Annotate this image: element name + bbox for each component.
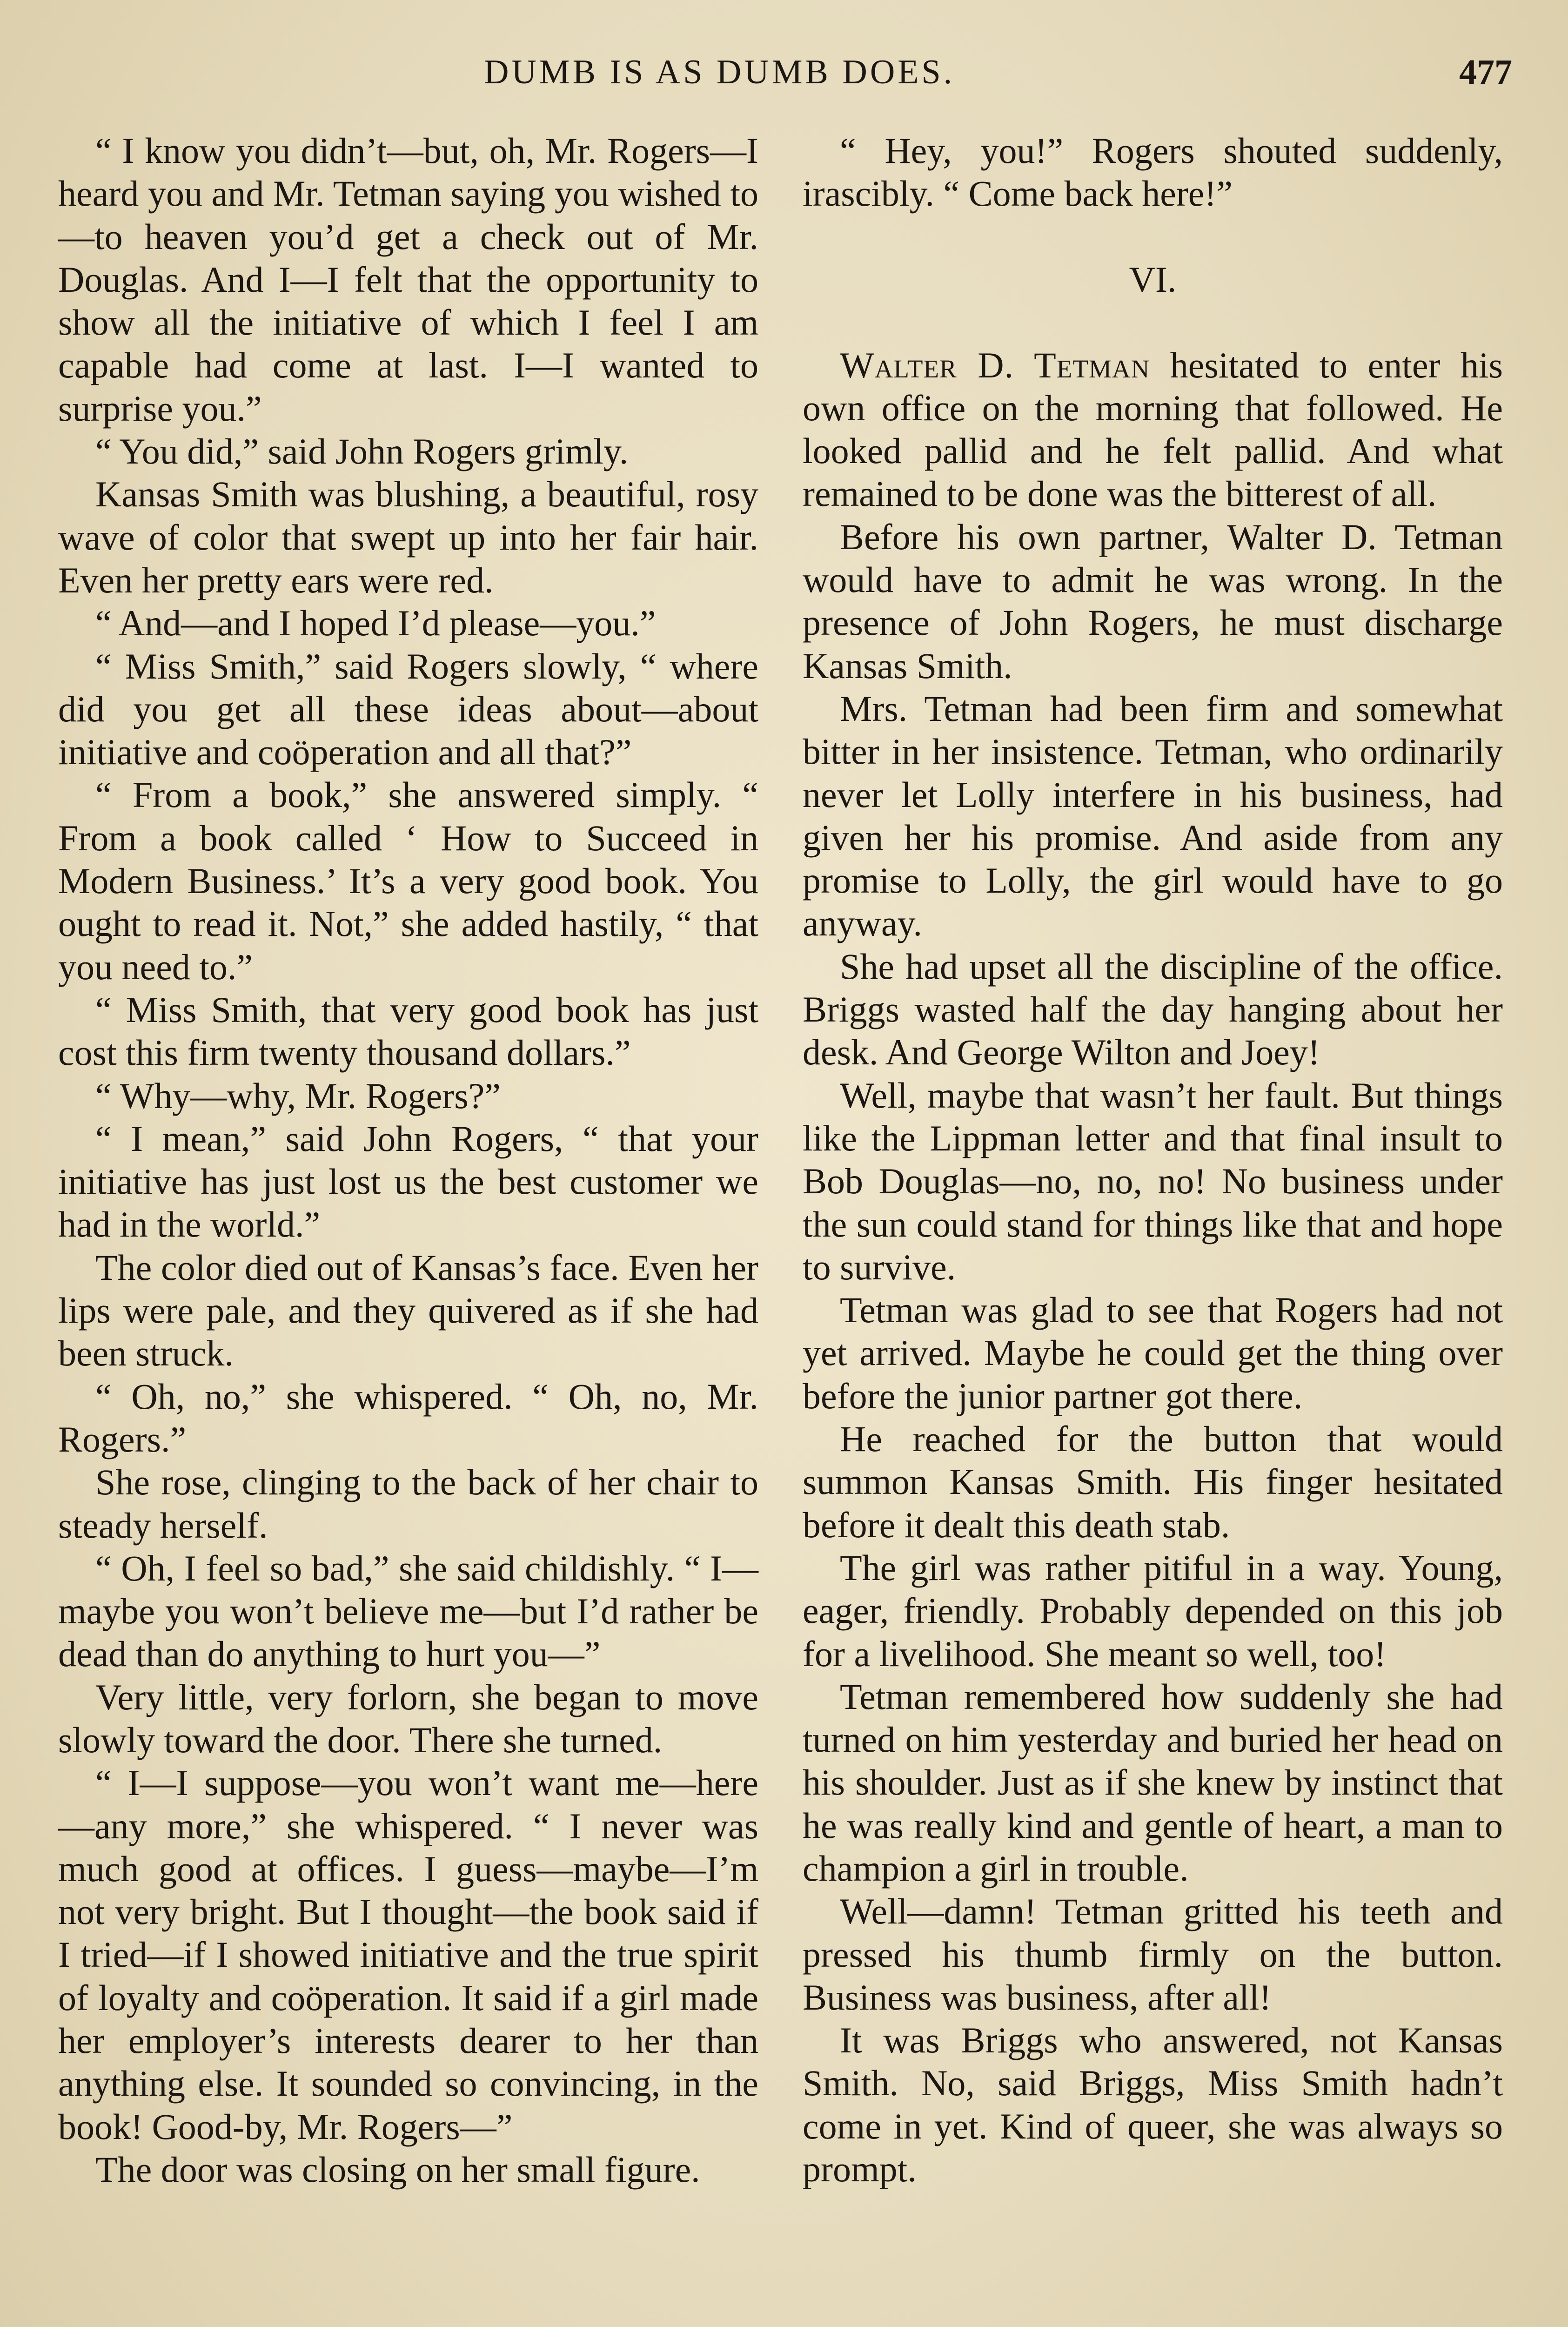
paragraph: “ Oh, I feel so bad,” she said childishly. “ I—maybe you won’t believe me—but I’d rather be dead than do anything to hurt you—” bbox=[58, 1547, 758, 1675]
paragraph: Well—damn! Tetman gritted his teeth and pressed his thumb firmly on the button. Business was business, after all! bbox=[803, 1891, 1503, 2018]
paragraph: “ Hey, you!” Rogers shouted suddenly, irascibly. “ Come back here!” bbox=[803, 130, 1503, 214]
paragraph: The door was closing on her small figure. bbox=[95, 2149, 700, 2190]
paragraph: Kansas Smith was blushing, a beautiful, rosy wave of color that swept up into her fair hair. Even her pretty ears were red. bbox=[58, 474, 758, 600]
paragraph: “ I know you didn’t—but, oh, Mr. Rogers—I heard you and Mr. Tetman saying you wished to—to heaven you’d get a check out of Mr. Douglas. And I—I felt that the opportunity to show all the initiative of which I feel I am capable had come at last. I—I wanted to surprise you.” bbox=[58, 130, 758, 429]
paragraph: Before his own partner, Walter D. Tetman would have to admit he was wrong. In the presence of John Rogers, he must discharge Kansas Smith. bbox=[803, 516, 1503, 686]
running-title: DUMB IS AS DUMB DOES. bbox=[484, 53, 955, 91]
paragraph: “ I mean,” said John Rogers, “ that your initiative has just lost us the best customer we had in the world.” bbox=[58, 1118, 758, 1245]
paragraph: Tetman was glad to see that Rogers had not yet arrived. Maybe he could get the thing over before the junior partner got there. bbox=[803, 1290, 1503, 1416]
paragraph: Well, maybe that wasn’t her fault. But things like the Lippman letter and that final insult to Bob Douglas—no, no, no! No business under the sun could stand for things like that and hope to survive. bbox=[803, 1075, 1503, 1287]
paragraph: The color died out of Kansas’s face. Even her lips were pale, and they quivered as if she had been struck. bbox=[58, 1247, 758, 1374]
paragraph: “ Why—why, Mr. Rogers?” bbox=[95, 1075, 501, 1116]
opening-text: hesitated to enter his own office on the morning that followed. He looked pallid and he felt pallid. And what remained to be done was the bitterest of all. bbox=[803, 344, 1503, 514]
paragraph: “ You did,” said John Rogers grimly. bbox=[95, 431, 629, 472]
paragraph: She rose, clinging to the back of her chair to steady herself. bbox=[58, 1462, 758, 1546]
paragraph: Tetman remembered how suddenly she had turned on him yesterday and buried her head on his shoulder. Just as if she knew by instinct that he was really kind and gentle of heart, a man to champion a girl in trouble. bbox=[803, 1676, 1503, 1889]
paragraph: Mrs. Tetman had been firm and somewhat bitter in her insistence. Tetman, who ordinarily never let Lolly interfere in his business, had given her his promise. And aside from any promise to Lolly, the girl would have to go anyway. bbox=[803, 688, 1503, 944]
paragraph: It was Briggs who answered, not Kansas Smith. No, said Briggs, Miss Smith hadn’t come in yet. Kind of queer, she was always so prompt. bbox=[803, 2020, 1503, 2190]
paragraph: “ Miss Smith,” said Rogers slowly, “ where did you get all these ideas about—about initiative and coöperation and all that?” bbox=[58, 646, 758, 773]
paragraph: “ From a book,” she answered simply. “ From a book called ‘ How to Succeed in Modern Business.’ It’s a very good book. You ought to read it. Not,” she added hastily, “ that you need to.” bbox=[58, 774, 758, 987]
paragraph: “ I—I suppose—you won’t want me—here—any more,” she whispered. “ I never was much good at offices. I guess—maybe—I’m not very bright. But I thought—the book said if I tried—if I showed initiative and the true spirit of loyalty and coöperation. It said if a girl made her employer’s interests dearer to her than anything else. It sounded so convincing, in the book! Good-by, Mr. Rogers—” bbox=[58, 1762, 758, 2147]
paragraph: “ Oh, no,” she whispered. “ Oh, no, Mr. Rogers.” bbox=[58, 1376, 758, 1459]
paragraph: She had upset all the discipline of the office. Briggs wasted half the day hanging about her desk. And George Wilton and Joey! bbox=[803, 946, 1503, 1073]
paragraph: The girl was rather pitiful in a way. Young, eager, friendly. Probably depended on this job for a livelihood. She meant so well, too! bbox=[803, 1547, 1503, 1674]
section-opening-paragraph bbox=[803, 344, 1503, 516]
page-number: 477 bbox=[1459, 53, 1512, 92]
left-column bbox=[58, 129, 758, 2191]
opening-smallcaps-name: Walter D. Tetman bbox=[840, 344, 1150, 385]
paragraph: “ Miss Smith, that very good book has just cost this firm twenty thousand dollars.” bbox=[58, 989, 758, 1073]
right-column bbox=[803, 129, 1503, 2191]
paragraph: Very little, very forlorn, she began to move slowly toward the door. There she turned. bbox=[58, 1676, 758, 1760]
paragraph: He reached for the button that would summon Kansas Smith. His finger hesitated before it dealt this death stab. bbox=[803, 1419, 1503, 1545]
section-heading: VI. bbox=[1129, 259, 1177, 300]
page-header bbox=[0, 47, 1568, 98]
paragraph: “ And—and I hoped I’d please—you.” bbox=[95, 603, 656, 644]
